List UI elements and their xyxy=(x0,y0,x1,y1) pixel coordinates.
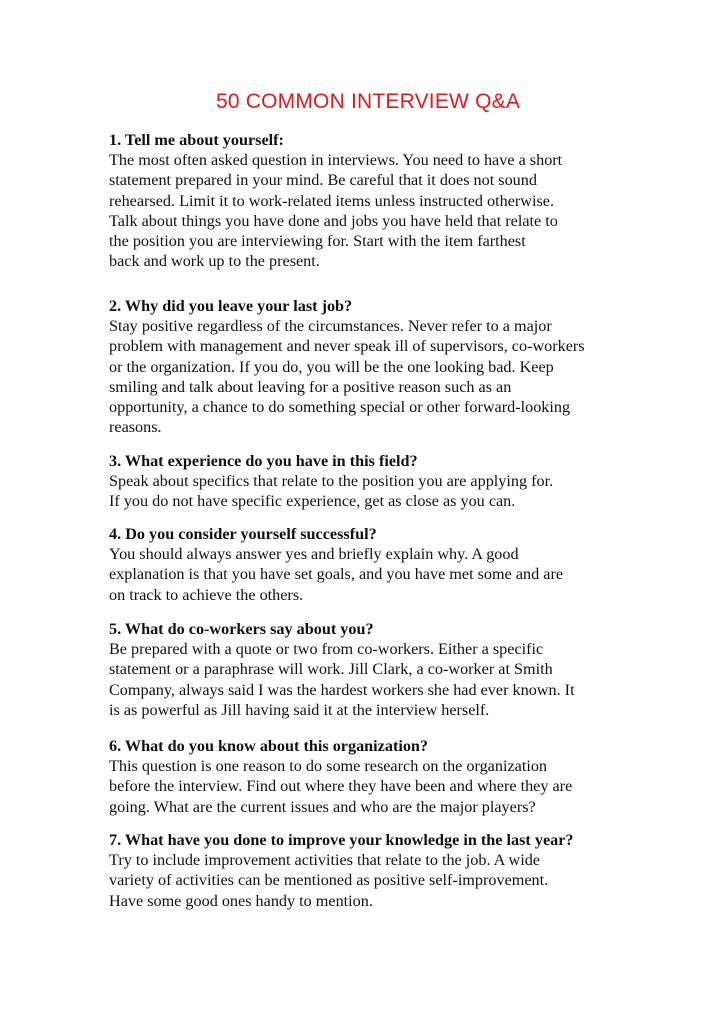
answer-line: reasons. xyxy=(109,418,162,437)
answer-line: statement prepared in your mind. Be careful that it does not sound xyxy=(109,171,537,190)
question-heading: 4. Do you consider yourself successful? xyxy=(109,525,377,543)
answer-line: before the interview. Find out where they have been and where they are xyxy=(109,777,573,796)
answer-line: Speak about specifics that relate to the position you are applying for. xyxy=(109,472,554,491)
answer-line: Try to include improvement activities that relate to the job. A wide xyxy=(109,851,540,870)
page-title: 50 COMMON INTERVIEW Q&A xyxy=(215,90,521,113)
answer-line: rehearsed. Limit it to work-related items unless instructed otherwise. xyxy=(109,191,555,210)
answer-line: explanation is that you have set goals, and you have met some and are xyxy=(109,565,564,584)
answer-line: Be prepared with a quote or two from co-workers. Either a specific xyxy=(109,640,544,659)
answer-line: This question is one reason to do some research on the organization xyxy=(109,757,548,776)
qa-item-7 xyxy=(109,830,629,911)
answer-line: Company, always said I was the hardest workers she had ever known. It xyxy=(109,680,575,699)
answer-line: The most often asked question in interviews. You need to have a short xyxy=(109,151,563,170)
answer-line: problem with management and never speak ill of supervisors, co-workers xyxy=(109,337,585,356)
qa-item-4 xyxy=(109,524,629,605)
answer-line: variety of activities can be mentioned as positive self-improvement. xyxy=(109,871,549,890)
answer-line: statement or a paraphrase will work. Jill Clark, a co-worker at Smith xyxy=(109,660,553,679)
answer-line: You should always answer yes and briefly explain why. A good xyxy=(109,545,519,564)
question-heading: 5. What do co-workers say about you? xyxy=(109,620,374,638)
answer-line: on track to achieve the others. xyxy=(109,585,304,604)
qa-item-1 xyxy=(109,130,629,271)
question-heading: 3. What experience do you have in this field? xyxy=(109,452,418,470)
answer-line: the position you are interviewing for. Start with the item farthest xyxy=(109,232,526,251)
answer-line: smiling and talk about leaving for a positive reason such as an xyxy=(109,377,512,396)
question-heading: 7. What have you done to improve your knowledge in the last year? xyxy=(109,831,574,849)
qa-item-6 xyxy=(109,736,629,817)
answer-line: Have some good ones handy to mention. xyxy=(109,891,373,910)
question-heading: 6. What do you know about this organization? xyxy=(109,737,429,755)
qa-item-5 xyxy=(109,619,629,720)
qa-item-2 xyxy=(109,296,629,437)
answer-line: or the organization. If you do, you will be the one looking bad. Keep xyxy=(109,357,554,376)
answer-line: is as powerful as Jill having said it at the interview herself. xyxy=(109,700,490,719)
question-heading: 2. Why did you leave your last job? xyxy=(109,297,353,315)
question-heading: 1. Tell me about yourself: xyxy=(109,131,284,149)
answer-line: Talk about things you have done and jobs you have held that relate to xyxy=(109,211,558,230)
answer-line: opportunity, a chance to do something special or other forward-looking xyxy=(109,398,571,417)
answer-line: going. What are the current issues and who are the major players? xyxy=(109,797,536,816)
answer-line: back and work up to the present. xyxy=(109,252,320,271)
answer-line: Stay positive regardless of the circumstances. Never refer to a major xyxy=(109,317,552,336)
qa-item-3 xyxy=(109,451,629,512)
answer-line: If you do not have specific experience, get as close as you can. xyxy=(109,492,516,511)
